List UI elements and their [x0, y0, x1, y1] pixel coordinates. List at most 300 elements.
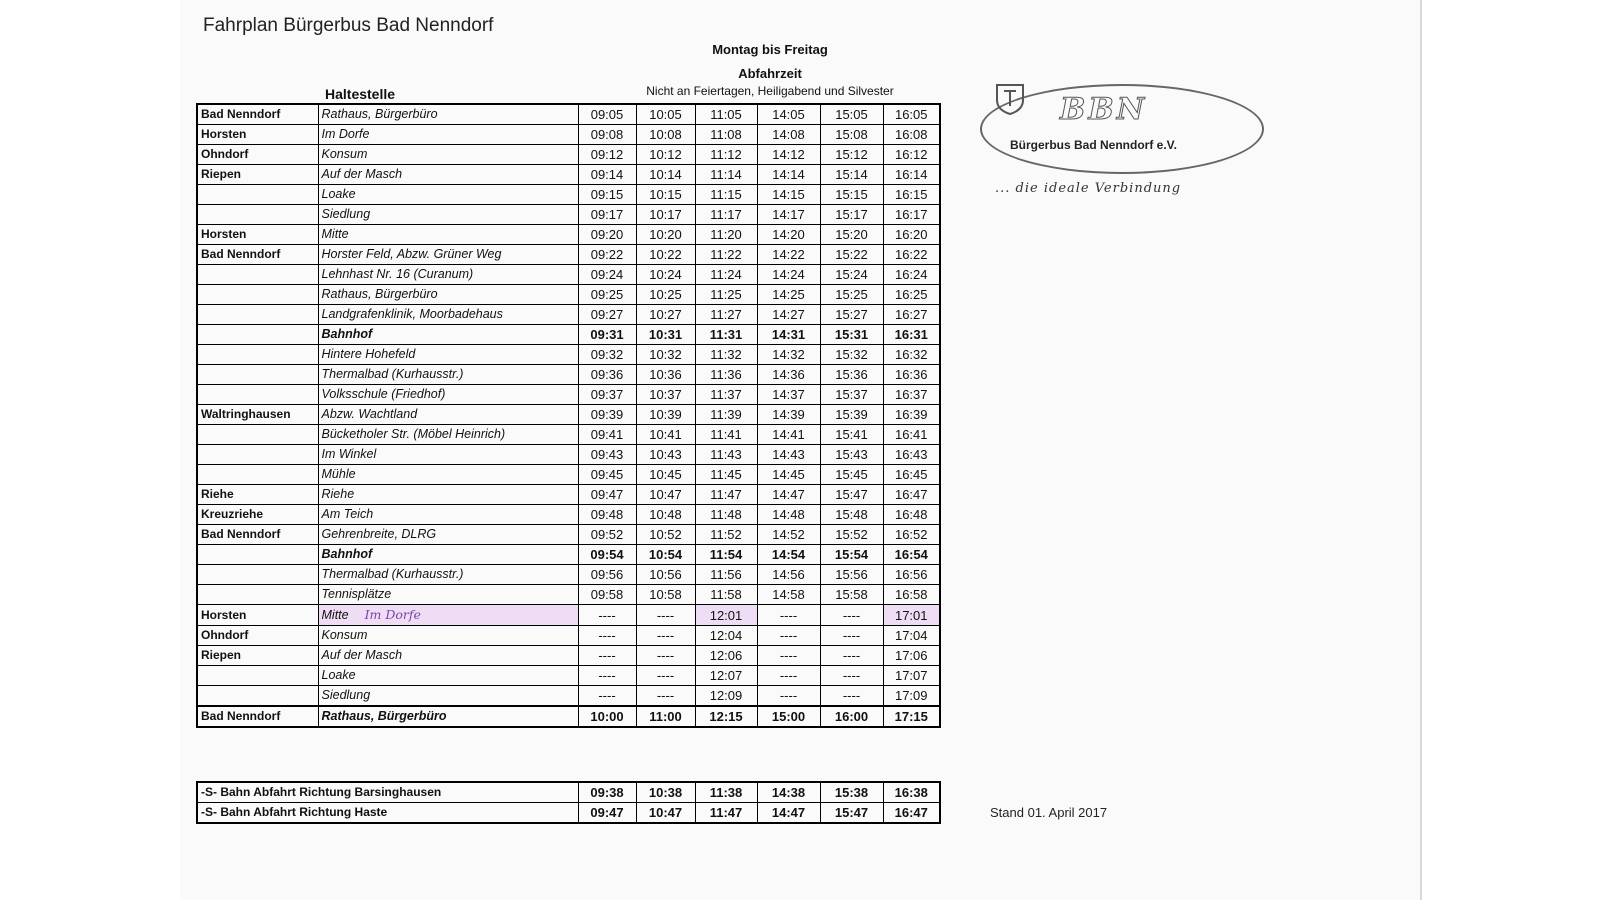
sbahn-time: 14:47	[757, 803, 820, 824]
timetable-row	[197, 646, 940, 666]
departure-time: ----	[820, 686, 883, 707]
departure-time: ----	[757, 686, 820, 707]
stop-name: Im Dorfe	[321, 127, 370, 141]
sbahn-time: 11:38	[695, 782, 757, 803]
days-heading: Montag bis Freitag	[712, 42, 828, 57]
departure-time: 12:07	[695, 666, 757, 686]
stop-name: Siedlung	[321, 688, 371, 702]
departure-time: 11:45	[695, 465, 757, 485]
stop-cell	[318, 465, 578, 485]
departure-time: 09:17	[578, 205, 636, 225]
departure-time: 14:25	[757, 285, 820, 305]
timetable-row	[197, 585, 940, 605]
departure-time: ----	[636, 626, 695, 646]
departure-time: 16:05	[883, 104, 940, 125]
stop-name: Mitte	[321, 227, 349, 241]
place-cell	[197, 345, 318, 365]
departure-time: 15:08	[820, 125, 883, 145]
departure-time: 11:31	[695, 325, 757, 345]
timetable-row	[197, 626, 940, 646]
departure-time: 15:20	[820, 225, 883, 245]
departure-time: 09:37	[578, 385, 636, 405]
departure-time: 10:05	[636, 104, 695, 125]
departure-time: 10:20	[636, 225, 695, 245]
place-cell: Waltringhausen	[197, 405, 318, 425]
departure-time: 14:52	[757, 525, 820, 545]
departure-time: 14:45	[757, 465, 820, 485]
timetable-row	[197, 305, 940, 325]
departure-time: 09:47	[578, 485, 636, 505]
departure-time: 15:39	[820, 405, 883, 425]
stop-name: Loake	[321, 668, 356, 682]
stop-cell	[318, 485, 578, 505]
stop-cell	[318, 265, 578, 285]
departure-time: ----	[757, 605, 820, 626]
timetable-row	[197, 666, 940, 686]
place-cell: Horsten	[197, 605, 318, 626]
departure-time: 10:48	[636, 505, 695, 525]
departure-time: 11:00	[636, 706, 695, 727]
departure-time: 14:22	[757, 245, 820, 265]
timetable-row	[197, 445, 940, 465]
departure-time: 16:14	[883, 165, 940, 185]
departure-time: 11:52	[695, 525, 757, 545]
stop-cell	[318, 545, 578, 565]
stop-name: Thermalbad (Kurhausstr.)	[321, 567, 464, 581]
departure-time: 14:31	[757, 325, 820, 345]
stop-name: Auf der Masch	[321, 648, 403, 662]
departure-time: 10:56	[636, 565, 695, 585]
departure-time: 15:25	[820, 285, 883, 305]
stop-name: Auf der Masch	[321, 167, 403, 181]
departure-time: 15:56	[820, 565, 883, 585]
stop-cell	[318, 605, 578, 626]
place-cell: Kreuzriehe	[197, 505, 318, 525]
departure-time: 16:00	[820, 706, 883, 727]
departure-time: 10:39	[636, 405, 695, 425]
departure-time: 15:17	[820, 205, 883, 225]
timetable-row	[197, 325, 940, 345]
departure-time: 16:47	[883, 485, 940, 505]
stop-cell	[318, 345, 578, 365]
departure-time: 14:14	[757, 165, 820, 185]
bbn-logo	[975, 78, 1275, 208]
departure-time: 15:45	[820, 465, 883, 485]
departure-time: 14:15	[757, 185, 820, 205]
stop-cell	[318, 585, 578, 605]
departure-time: 09:48	[578, 505, 636, 525]
sbahn-row	[197, 782, 940, 803]
stop-name: Siedlung	[321, 207, 371, 221]
place-cell	[197, 666, 318, 686]
crest-icon	[993, 82, 1027, 116]
timetable-row	[197, 465, 940, 485]
stop-name: Hintere Hohefeld	[321, 347, 416, 361]
place-cell	[197, 565, 318, 585]
handwritten-note: Im Dorfe	[364, 607, 421, 622]
place-cell: Bad Nenndorf	[197, 525, 318, 545]
departure-time: ----	[820, 666, 883, 686]
departure-time: 11:54	[695, 545, 757, 565]
stop-cell	[318, 505, 578, 525]
timetable-row	[197, 185, 940, 205]
place-cell	[197, 686, 318, 707]
departure-time: 16:39	[883, 405, 940, 425]
departure-time: 15:27	[820, 305, 883, 325]
timetable-row	[197, 245, 940, 265]
departure-time: 12:06	[695, 646, 757, 666]
stop-name: Rathaus, Bürgerbüro	[321, 287, 438, 301]
sbahn-time: 15:38	[820, 782, 883, 803]
place-cell	[197, 185, 318, 205]
holiday-note: Nicht an Feiertagen, Heiligabend und Silvester	[646, 84, 894, 98]
departure-time: 10:17	[636, 205, 695, 225]
stop-name: Mitte	[321, 608, 349, 622]
departure-time: 11:12	[695, 145, 757, 165]
departure-time: 17:06	[883, 646, 940, 666]
logo-abbreviation: BBN	[1060, 92, 1148, 127]
departure-time: 10:08	[636, 125, 695, 145]
timetable-row	[197, 485, 940, 505]
stand-date: Stand 01. April 2017	[990, 805, 1108, 820]
departure-time: 16:15	[883, 185, 940, 205]
departure-time: 12:04	[695, 626, 757, 646]
departure-time: 14:43	[757, 445, 820, 465]
departure-time: 14:41	[757, 425, 820, 445]
departure-time: 16:45	[883, 465, 940, 485]
departure-time: 15:12	[820, 145, 883, 165]
departure-time: 10:32	[636, 345, 695, 365]
stop-cell	[318, 225, 578, 245]
stop-cell	[318, 385, 578, 405]
departure-time: 14:12	[757, 145, 820, 165]
stop-cell	[318, 325, 578, 345]
timetable-row	[197, 706, 940, 727]
stop-name: Volksschule (Friedhof)	[321, 387, 446, 401]
departure-time: 09:43	[578, 445, 636, 465]
departure-time: 14:32	[757, 345, 820, 365]
departure-time: 10:12	[636, 145, 695, 165]
departure-time: 10:27	[636, 305, 695, 325]
departure-time: 15:41	[820, 425, 883, 445]
departure-time: 16:36	[883, 365, 940, 385]
departure-time: 16:52	[883, 525, 940, 545]
departure-time: 15:54	[820, 545, 883, 565]
departure-time: 09:45	[578, 465, 636, 485]
stop-name: Bücketholer Str. (Möbel Heinrich)	[321, 427, 506, 441]
departure-time: 15:31	[820, 325, 883, 345]
sbahn-time: 14:38	[757, 782, 820, 803]
departure-time: ----	[820, 605, 883, 626]
place-cell	[197, 445, 318, 465]
timetable-table	[196, 103, 941, 728]
departure-time: 16:56	[883, 565, 940, 585]
departure-time: 11:48	[695, 505, 757, 525]
departure-time: 16:12	[883, 145, 940, 165]
departure-time: 10:15	[636, 185, 695, 205]
departure-time: 14:48	[757, 505, 820, 525]
departure-time: 10:36	[636, 365, 695, 385]
stop-name: Rathaus, Bürgerbüro	[321, 107, 438, 121]
departure-time: 16:48	[883, 505, 940, 525]
place-cell	[197, 425, 318, 445]
departure-time: 10:14	[636, 165, 695, 185]
place-cell: Horsten	[197, 125, 318, 145]
departure-time: 11:58	[695, 585, 757, 605]
departure-time: 16:20	[883, 225, 940, 245]
stop-cell	[318, 445, 578, 465]
stop-name: Im Winkel	[321, 447, 377, 461]
departure-time: 11:14	[695, 165, 757, 185]
timetable-row	[197, 425, 940, 445]
departure-time: 09:27	[578, 305, 636, 325]
sbahn-time: 10:38	[636, 782, 695, 803]
departure-time: 11:43	[695, 445, 757, 465]
stop-cell	[318, 305, 578, 325]
departure-time: 12:01	[695, 605, 757, 626]
departure-time: 16:54	[883, 545, 940, 565]
departure-time: 14:17	[757, 205, 820, 225]
stop-name: Mühle	[321, 467, 356, 481]
stop-name: Thermalbad (Kurhausstr.)	[321, 367, 464, 381]
departure-time: 15:52	[820, 525, 883, 545]
place-cell	[197, 305, 318, 325]
departure-time: 14:47	[757, 485, 820, 505]
place-cell: Bad Nenndorf	[197, 245, 318, 265]
departure-time: 17:01	[883, 605, 940, 626]
departure-time: 14:54	[757, 545, 820, 565]
departure-time: ----	[578, 626, 636, 646]
departure-time: 16:25	[883, 285, 940, 305]
stop-name: Bahnhof	[321, 327, 373, 341]
departure-time: 16:37	[883, 385, 940, 405]
departure-time: ----	[757, 626, 820, 646]
place-cell	[197, 465, 318, 485]
departure-time: 15:47	[820, 485, 883, 505]
departure-time: ----	[636, 605, 695, 626]
place-cell: Riepen	[197, 646, 318, 666]
departure-time: 14:56	[757, 565, 820, 585]
departure-time: ----	[757, 646, 820, 666]
departure-time: 09:22	[578, 245, 636, 265]
sbahn-label: -S- Bahn Abfahrt Richtung Barsinghausen	[197, 782, 578, 803]
timetable-row	[197, 365, 940, 385]
departure-time: 10:47	[636, 485, 695, 505]
departure-time: 15:14	[820, 165, 883, 185]
stop-name: Konsum	[321, 628, 368, 642]
timetable-row	[197, 565, 940, 585]
departure-time: 12:09	[695, 686, 757, 707]
departure-time: 12:15	[695, 706, 757, 727]
departure-time: 15:32	[820, 345, 883, 365]
stop-name: Bahnhof	[321, 547, 373, 561]
stop-cell	[318, 405, 578, 425]
departure-time: ----	[636, 686, 695, 707]
place-cell: Horsten	[197, 225, 318, 245]
departure-time: 10:41	[636, 425, 695, 445]
stop-cell	[318, 165, 578, 185]
departure-time: ----	[820, 626, 883, 646]
departure-time: 09:58	[578, 585, 636, 605]
departure-time: 10:00	[578, 706, 636, 727]
departure-time: ----	[636, 646, 695, 666]
stop-cell	[318, 565, 578, 585]
departure-time: 16:27	[883, 305, 940, 325]
sbahn-row	[197, 803, 940, 824]
departure-time: 10:43	[636, 445, 695, 465]
departure-time: 14:37	[757, 385, 820, 405]
stop-cell	[318, 646, 578, 666]
stop-name: Abzw. Wachtland	[321, 407, 418, 421]
departure-time: 10:58	[636, 585, 695, 605]
departure-time: 09:32	[578, 345, 636, 365]
place-cell	[197, 365, 318, 385]
place-cell	[197, 325, 318, 345]
departure-time: 09:39	[578, 405, 636, 425]
stop-name: Rathaus, Bürgerbüro	[321, 709, 447, 723]
place-cell	[197, 585, 318, 605]
departure-time: 09:25	[578, 285, 636, 305]
departure-time: 09:36	[578, 365, 636, 385]
timetable-row	[197, 525, 940, 545]
stop-cell	[318, 365, 578, 385]
departure-time: 09:12	[578, 145, 636, 165]
stop-name: Am Teich	[321, 507, 374, 521]
departure-time: 16:43	[883, 445, 940, 465]
sbahn-time: 10:47	[636, 803, 695, 824]
departure-time: 15:22	[820, 245, 883, 265]
place-cell	[197, 265, 318, 285]
departure-time: 11:05	[695, 104, 757, 125]
timetable-row	[197, 104, 940, 125]
sbahn-time: 16:38	[883, 782, 940, 803]
departure-time: 11:27	[695, 305, 757, 325]
departure-time: 09:05	[578, 104, 636, 125]
timetable-row	[197, 686, 940, 707]
stop-name: Tennisplätze	[321, 587, 392, 601]
place-cell: Riepen	[197, 165, 318, 185]
logo-slogan: ... die ideale Verbindung	[995, 181, 1182, 196]
departure-time: 09:08	[578, 125, 636, 145]
timetable-row	[197, 605, 940, 626]
departure-time: 10:37	[636, 385, 695, 405]
departure-time: 11:37	[695, 385, 757, 405]
departure-time: 11:08	[695, 125, 757, 145]
departure-time: ----	[820, 646, 883, 666]
stop-cell	[318, 285, 578, 305]
departure-time: 11:41	[695, 425, 757, 445]
departure-time: 10:52	[636, 525, 695, 545]
place-cell	[197, 545, 318, 565]
sbahn-label: -S- Bahn Abfahrt Richtung Haste	[197, 803, 578, 824]
departure-time: 10:31	[636, 325, 695, 345]
departure-time: 16:17	[883, 205, 940, 225]
departure-time: 11:17	[695, 205, 757, 225]
place-cell: Riehe	[197, 485, 318, 505]
departure-time: 15:43	[820, 445, 883, 465]
place-cell: Ohndorf	[197, 626, 318, 646]
sbahn-time: 15:47	[820, 803, 883, 824]
stop-cell	[318, 104, 578, 125]
stop-cell	[318, 666, 578, 686]
page-title: Fahrplan Bürgerbus Bad Nenndorf	[203, 15, 494, 36]
departure-time: 11:36	[695, 365, 757, 385]
departure-time: 15:58	[820, 585, 883, 605]
place-cell: Ohndorf	[197, 145, 318, 165]
stop-name: Gehrenbreite, DLRG	[321, 527, 437, 541]
departure-time: 11:56	[695, 565, 757, 585]
stop-name: Loake	[321, 187, 356, 201]
timetable-row	[197, 405, 940, 425]
departure-heading: Abfahrzeit	[738, 66, 802, 81]
departure-time: 11:22	[695, 245, 757, 265]
departure-time: 15:15	[820, 185, 883, 205]
departure-time: 14:24	[757, 265, 820, 285]
departure-time: 09:15	[578, 185, 636, 205]
departure-time: 16:08	[883, 125, 940, 145]
departure-time: 17:04	[883, 626, 940, 646]
timetable-row	[197, 225, 940, 245]
departure-time: 11:39	[695, 405, 757, 425]
timetable-row	[197, 205, 940, 225]
timetable-row	[197, 385, 940, 405]
departure-time: 15:24	[820, 265, 883, 285]
timetable-row	[197, 145, 940, 165]
departure-time: 09:41	[578, 425, 636, 445]
logo-name: Bürgerbus Bad Nenndorf e.V.	[1010, 138, 1177, 152]
stop-cell	[318, 706, 578, 727]
departure-time: 14:39	[757, 405, 820, 425]
departure-time: 15:05	[820, 104, 883, 125]
departure-time: 14:20	[757, 225, 820, 245]
departure-time: 15:36	[820, 365, 883, 385]
departure-time: 14:08	[757, 125, 820, 145]
departure-time: 09:14	[578, 165, 636, 185]
stop-cell	[318, 145, 578, 165]
departure-time: 09:54	[578, 545, 636, 565]
sbahn-time: 11:47	[695, 803, 757, 824]
stop-cell	[318, 185, 578, 205]
departure-time: 15:48	[820, 505, 883, 525]
sbahn-time: 16:47	[883, 803, 940, 824]
place-cell	[197, 385, 318, 405]
departure-time: 10:54	[636, 545, 695, 565]
departure-time: 09:31	[578, 325, 636, 345]
departure-time: ----	[578, 666, 636, 686]
stop-name: Landgrafenklinik, Moorbadehaus	[321, 307, 503, 321]
timetable-row	[197, 125, 940, 145]
place-cell: Bad Nenndorf	[197, 706, 318, 727]
timetable-row	[197, 165, 940, 185]
departure-time: 09:56	[578, 565, 636, 585]
departure-time: 16:31	[883, 325, 940, 345]
departure-time: 14:58	[757, 585, 820, 605]
stop-cell	[318, 626, 578, 646]
stop-name: Horster Feld, Abzw. Grüner Weg	[321, 247, 502, 261]
stop-name: Konsum	[321, 147, 368, 161]
departure-time: 11:32	[695, 345, 757, 365]
stop-name: Riehe	[321, 487, 355, 501]
stop-cell	[318, 425, 578, 445]
departure-time: 17:09	[883, 686, 940, 707]
sbahn-table	[196, 781, 941, 824]
place-cell: Bad Nenndorf	[197, 104, 318, 125]
departure-time: 10:22	[636, 245, 695, 265]
departure-time: 16:32	[883, 345, 940, 365]
departure-time: 14:27	[757, 305, 820, 325]
place-cell	[197, 205, 318, 225]
stop-cell	[318, 125, 578, 145]
